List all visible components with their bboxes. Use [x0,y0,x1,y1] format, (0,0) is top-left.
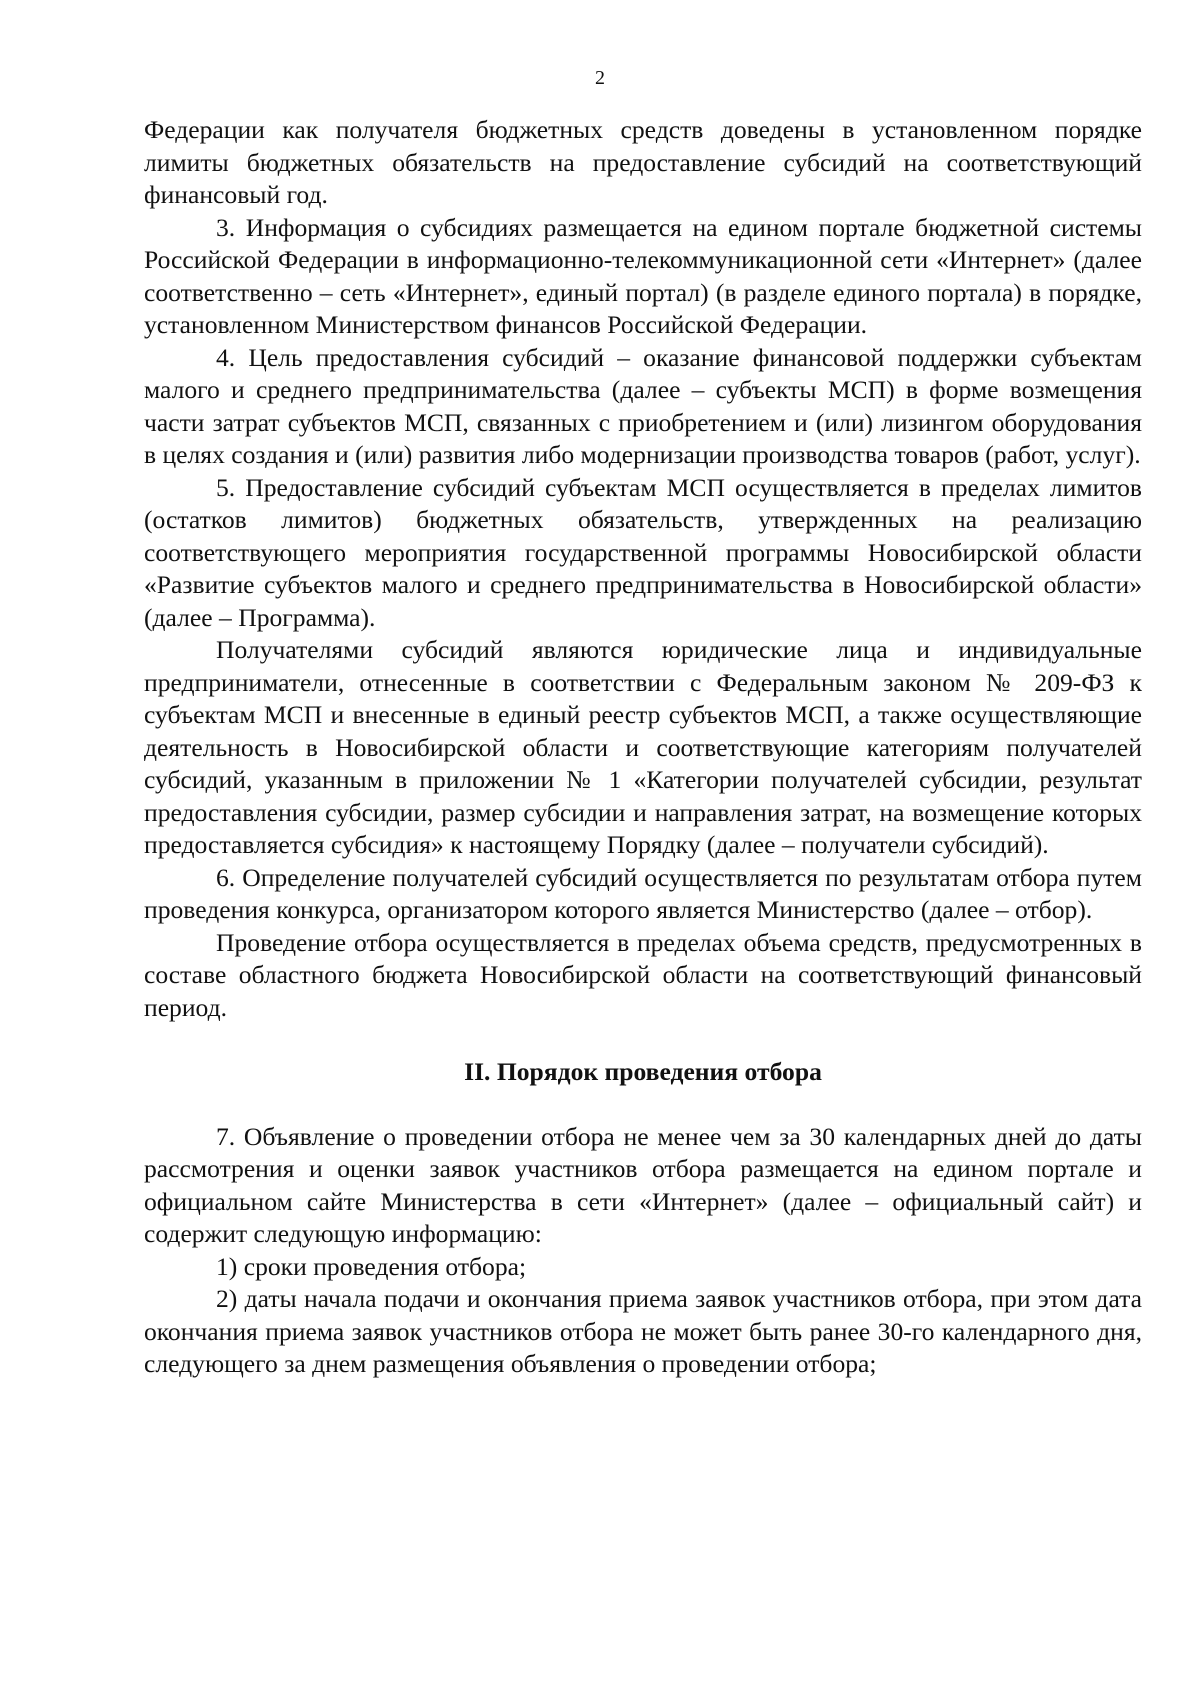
paragraph-6: 6. Определение получателей субсидий осуществляется по результатам отбора путем проведения конкурса, организатором которого является Министерство (далее – отбор). [144,862,1142,924]
paragraph-7: 7. Объявление о проведении отбора не менее чем за 30 календарных дней до даты рассмотрения и оценки заявок участников отбора размещается на едином портале и официальном сайте Министерства в сети «Интернет» (далее – официальный сайт) и содержит следующую информацию: [144,1121,1142,1248]
section-heading: II. Порядок проведения отбора [464,1057,822,1086]
section-spacer [144,1024,1142,1056]
list-item-2: 2) даты начала подачи и окончания приема заявок участников отбора, при этом дата окончания приема заявок участников отбора не может быть ранее 30-го календарного дня, следующего за днем размещения объявления о проведении отбора; [144,1284,1142,1378]
section-spacer [144,1089,1142,1121]
list-item-1: 1) сроки проведения отбора; [216,1251,527,1281]
document-body [144,114,1142,1381]
paragraph-5-recipients: Получателями субсидий являются юридические лица и индивидуальные предприниматели, отнесенные в соответствии с Федеральным законом № 209-ФЗ к субъектам МСП и внесенные в единый реестр субъектов МСП, а также осуществляющие деятельность в Новосибирской области и соответствующие категориям получателей субсидий, указанным в приложении № 1 «Категории получателей субсидии, результат предоставления субсидии, размер субсидии и направления затрат, на возмещение которых предоставляется субсидия» к настоящему Порядку (далее – получатели субсидий). [144,635,1142,859]
paragraph-3: 3. Информация о субсидиях размещается на едином портале бюджетной системы Российской Федерации в информационно-телекоммуникационной сети «Интернет» (далее соответственно – сеть «Интернет», единый портал) (в разделе единого портала) в порядке, установленном Министерством финансов Российской Федерации. [144,212,1142,339]
paragraph-5: 5. Предоставление субсидий субъектам МСП осуществляется в пределах лимитов (остатков лимитов) бюджетных обязательств, утвержденных на реализацию соответствующего мероприятия государственной программы Новосибирской области «Развитие субъектов малого и среднего предпринимательства в Новосибирской области» (далее – Программа). [144,472,1142,632]
paragraph-continuation: Федерации как получателя бюджетных средств доведены в установленном порядке лимиты бюджетных обязательств на предоставление субсидий на соответствующий финансовый год. [144,115,1142,209]
paragraph-4: 4. Цель предоставления субсидий – оказание финансовой поддержки субъектам малого и среднего предпринимательства (далее – субъекты МСП) в форме возмещения части затрат субъектов МСП, связанных с приобретением и (или) лизингом оборудования в целях создания и (или) развития либо модернизации производства товаров (работ, услуг). [144,342,1142,469]
paragraph-6-selection: Проведение отбора осуществляется в пределах объема средств, предусмотренных в составе областного бюджета Новосибирской области на соответствующий финансовый период. [144,927,1142,1022]
page-number: 2 [595,67,605,89]
